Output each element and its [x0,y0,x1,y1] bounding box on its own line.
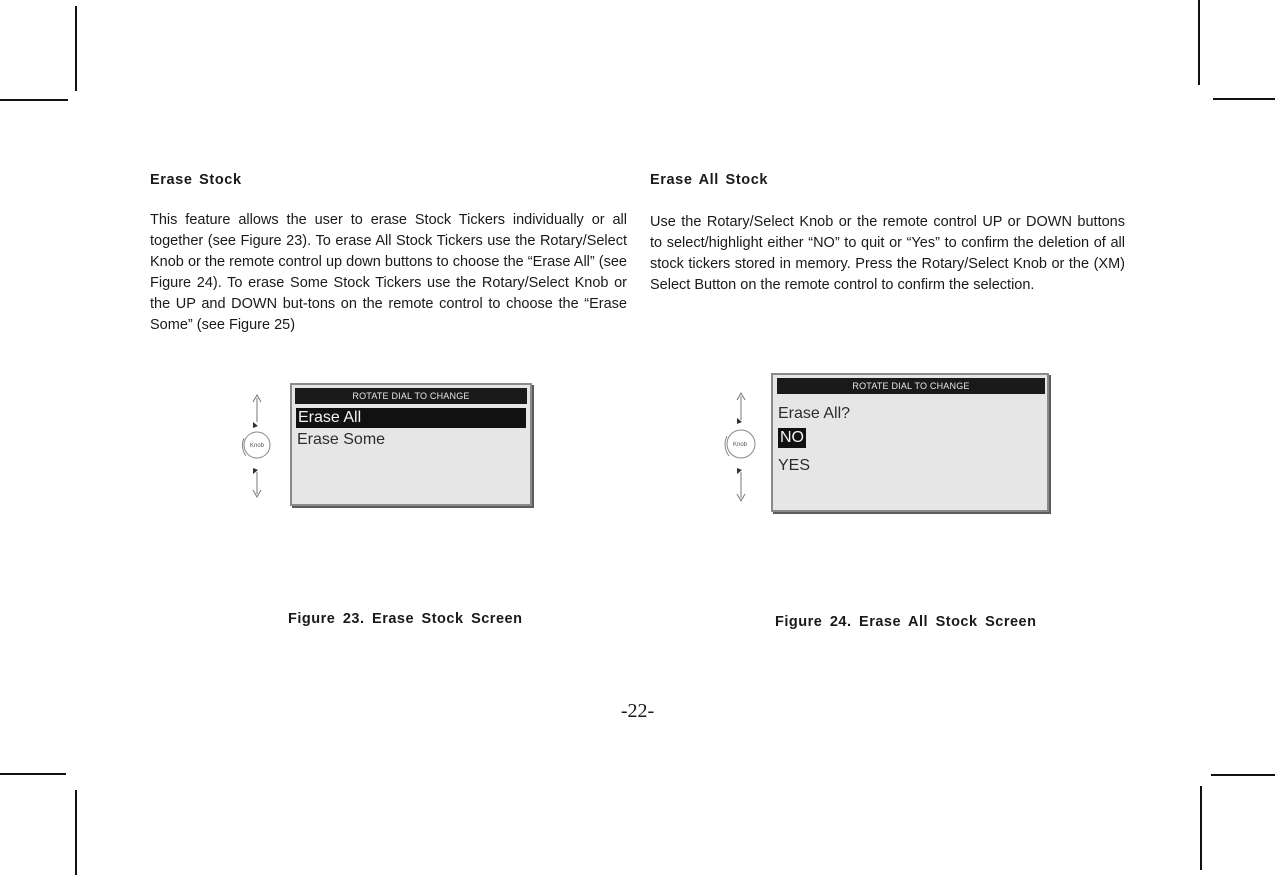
erase-stock-description: This feature allows the user to erase Stock Tickers individually or all together (see Figure 23). To erase All Stock Tickers use the Rotary/Select Knob or the remote control up down buttons to choose the “Erase All” (see Figure 24). To erase Some Stock Tickers use the Rotary/Select Knob or the UP and DOWN but-tons on the remote control to choose the “Erase Some” (see Figure 25) [150,212,627,333]
knob-label: Knob [250,443,265,449]
menu-item-erase-some[interactable]: Erase Some [297,431,386,448]
lcd-screen [290,383,532,506]
section-heading-erase-all-stock: Erase All Stock [650,172,769,188]
crop-mark [1211,774,1275,776]
menu-item-erase-all[interactable]: Erase All [296,408,526,428]
crop-mark [0,99,68,101]
section-heading-erase-stock: Erase Stock [150,172,242,188]
figure-23-caption: Figure 23. Erase Stock Screen [288,611,523,627]
lcd-screen [771,373,1049,512]
screen-header: ROTATE DIAL TO CHANGE [295,388,527,404]
crop-mark [1200,786,1202,870]
crop-mark [75,6,77,91]
screen-header: ROTATE DIAL TO CHANGE [777,378,1045,394]
option-yes[interactable]: YES [778,457,811,474]
erase-all-stock-description: Use the Rotary/Select Knob or the remote control UP or DOWN buttons to select/highlight either “NO” to quit or “Yes” to confirm the deletion of all stock tickers stored in memory. Press the Rotary/Select Knob or the (XM) Select Button on the remote control to confirm the selection. [650,214,1125,293]
crop-mark [1213,98,1275,100]
rotary-knob-icon [238,390,278,500]
rotary-knob-icon [722,388,762,503]
page-number: -22- [620,700,655,722]
option-no[interactable]: NO [780,429,804,446]
crop-mark [75,790,77,875]
erase-all-prompt: Erase All? [778,405,851,422]
knob-label: Knob [733,442,748,448]
figure-24-caption: Figure 24. Erase All Stock Screen [775,614,1037,630]
crop-mark [1198,0,1200,85]
crop-mark [0,773,66,775]
